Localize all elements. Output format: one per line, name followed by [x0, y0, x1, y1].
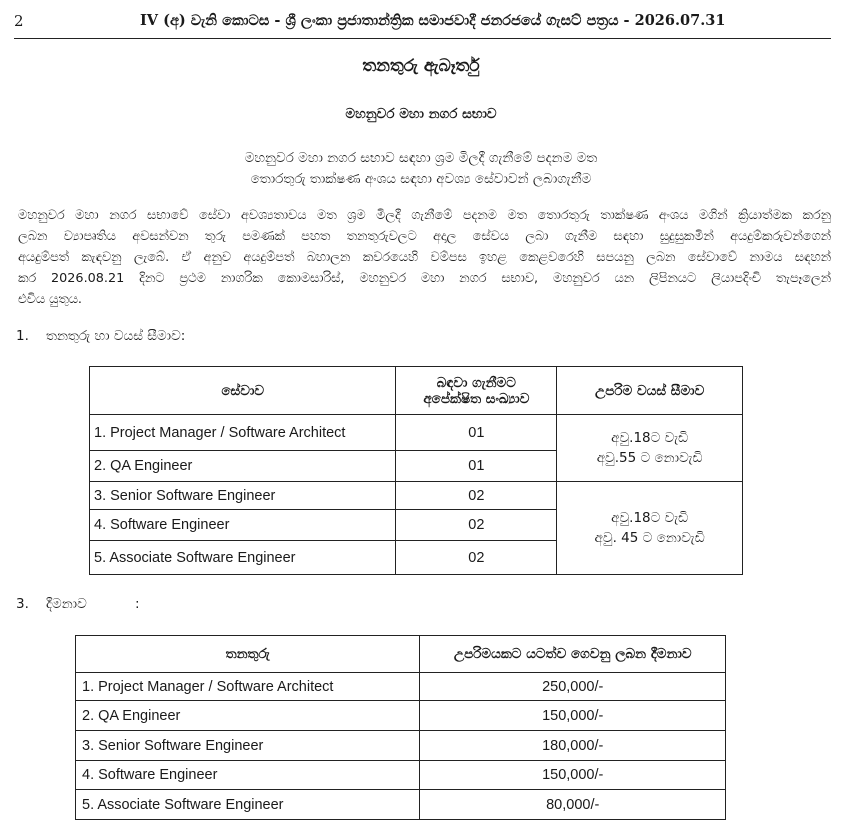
- column-header-position: තනතුරු: [76, 636, 420, 673]
- table-row: [76, 761, 726, 790]
- column-header-max-age: උපරිම වයස් සීමාව: [557, 367, 743, 415]
- age-limit-min: අවු.18ට වැඩි: [611, 510, 689, 526]
- table-row: [76, 701, 726, 731]
- column-header-count-line-2: අපේක්ෂිත සංඛ්‍යාව: [423, 390, 530, 407]
- allowance-amount: 80,000/-: [420, 790, 726, 820]
- table-header-row: [76, 636, 726, 673]
- gazette-header-title: IV (අ) වැනි කොටස - ශ්‍රී ලංකා ප්‍රජාතාන්ත්‍රික සමාජවාදී ජනරජයේ ගැසට් පත්‍රය - 2026.07.31: [140, 12, 726, 29]
- position-name: 2. QA Engineer: [90, 451, 396, 482]
- notice-paragraph: [18, 205, 831, 310]
- paragraph-line: ලබන ව්‍යාපෘතිය අවසන්වන තුරු පමණක් පහත තනතුරුවලට අදාල සේවය ලබා ගැනීම සඳහා සුදුසුකමින් අයදුම්කරුවන්ගෙන්: [18, 229, 831, 244]
- table-row: [76, 731, 726, 761]
- table-row: [90, 482, 743, 510]
- allowance-amount: 150,000/-: [420, 701, 726, 731]
- section-1-heading: තනතුරු හා වයස් සීමාව:: [46, 328, 186, 344]
- age-limit-cell: [557, 415, 743, 482]
- position-name: 5. Associate Software Engineer: [90, 541, 396, 575]
- age-limit-max: අවු.55 ට නොවැඩි: [596, 450, 703, 466]
- allowance-amount: 180,000/-: [420, 731, 726, 761]
- age-limit-cell: [557, 482, 743, 575]
- position-count: 01: [396, 415, 557, 451]
- table-row: [76, 673, 726, 701]
- column-header-count-line-1: බඳවා ගැනීමට: [436, 374, 516, 391]
- paragraph-line: කර 2026.08.21 දිනට ප්‍රථම නාගරික කොමසාරිස්, මහනුවර මහා නගර සභාව, මහනුවර යන ලිපිනයට ලියාපදිංචි තැපෑලෙන්: [18, 271, 831, 286]
- header-divider: [14, 38, 831, 39]
- position-name: 5. Associate Software Engineer: [76, 790, 420, 820]
- allowance-table: [75, 635, 726, 820]
- section-1-number: 1.: [16, 328, 29, 344]
- position-name: 3. Senior Software Engineer: [76, 731, 420, 761]
- position-count: 02: [396, 541, 557, 575]
- section-3-number: 3.: [16, 596, 29, 612]
- notice-subtitle-line-2: තොරතුරු තාක්ෂණ අංශය සඳහා අවශ්‍ය සේවාවන් ලබාගැනීම: [250, 171, 592, 187]
- allowance-amount: 250,000/-: [420, 673, 726, 701]
- table-header-row: [90, 367, 743, 415]
- column-header-count: [396, 367, 557, 415]
- position-count: 02: [396, 482, 557, 510]
- paragraph-line: අයදුම්පත් කැඳවනු ලැබේ. ඒ අනුව අයදුම්පත් බහාලන කවරයෙහි වම්පස ඉහළ කෙළවරෙහි සපයනු ලබන සේවාවේ නාමය සඳහන්: [18, 250, 831, 265]
- position-count: 01: [396, 451, 557, 482]
- age-limit-max: අවු. 45 ට නොවැඩි: [594, 530, 705, 546]
- paragraph-line: එවිය යුතුය.: [18, 292, 82, 307]
- position-name: 4. Software Engineer: [90, 510, 396, 541]
- column-header-service: සේවාව: [90, 367, 396, 415]
- positions-age-table: [89, 366, 743, 575]
- position-name: 1. Project Manager / Software Architect: [90, 415, 396, 451]
- position-name: 4. Software Engineer: [76, 761, 420, 790]
- age-limit-min: අවු.18ට වැඩි: [611, 430, 689, 446]
- notice-title: තනතුරු ඇබෑර්තු: [362, 56, 480, 76]
- paragraph-line: මහනුවර මහා නගර සභාවේ සේවා අවශ්‍යතාවය මත ශ්‍රම මිලදී ගැනීමේ පදනම මත තොරතුරු තාක්ෂණ අංශය මගින් ක්‍රියාත්මක කරනු: [18, 208, 831, 223]
- position-name: 1. Project Manager / Software Architect: [76, 673, 420, 701]
- section-3-colon: :: [135, 596, 140, 612]
- position-name: 2. QA Engineer: [76, 701, 420, 731]
- notice-subtitle-line-1: මහනුවර මහා නගර සභාව සඳහා ශ්‍රම මිලදී ගැනීමේ පදනම මත: [244, 150, 598, 166]
- table-row: [76, 790, 726, 820]
- position-count: 02: [396, 510, 557, 541]
- organization-name: මහනුවර මහා නගර සභාව: [345, 106, 497, 122]
- table-row: [90, 415, 743, 451]
- position-name: 3. Senior Software Engineer: [90, 482, 396, 510]
- allowance-amount: 150,000/-: [420, 761, 726, 790]
- page-number: 2: [14, 12, 24, 30]
- section-3-heading: දීමනාව: [46, 596, 87, 612]
- column-header-allowance: උපරිමයකට යටත්ව ගෙවනු ලබන දීමනාව: [420, 636, 726, 673]
